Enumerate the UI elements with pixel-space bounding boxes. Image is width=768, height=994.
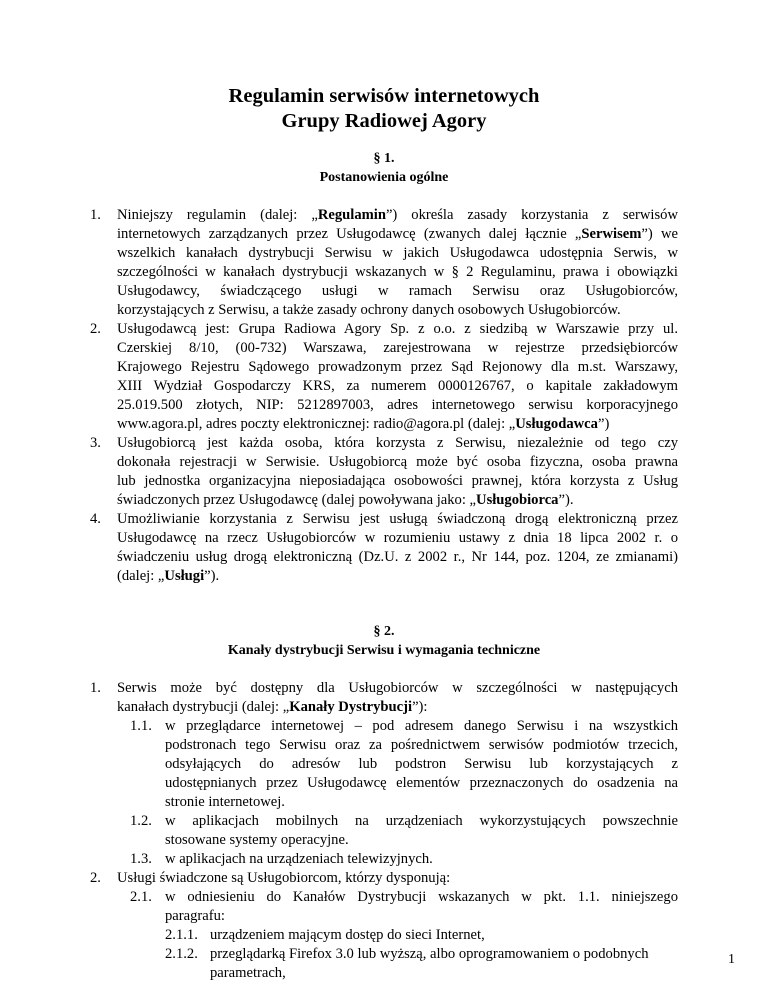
s1-item1-number: 1. [90,207,101,223]
s2-item1-line1: Serwis może być dostępny dla Usługobiorców w szczególności w następujących [117,680,678,696]
page-number: 1 [728,952,735,967]
s2-item1-1-line2: podstronach tego Serwisu oraz za pośrednictwem serwisów podmiotów trzecich, [165,737,678,753]
s1-item1-line4: szczególności w kanałach dystrybucji wskazanych w § 2 Regulaminu, prawa i obowiązki [117,264,678,280]
s2-item2-1-1-number: 2.1.1. [165,927,198,943]
s2-item1-1-line3: odsyłających do adresów lub podstron Serwisu lub korzystających z [165,756,678,772]
s1-item3-line4: świadczonych przez Usługodawcę (dalej powoływana jako: „Usługobiorca”). [117,492,574,508]
s1-item4-number: 4. [90,511,101,527]
s1-item1-line6: korzystających z Serwisu, a także zasady ochrony danych osobowych Usługobiorców. [117,302,621,318]
s1-item3-line2: dokonała rejestracji w Serwisie. Usługobiorcą może być osoba fizyczna, osoba prawna [117,454,678,470]
s2-item1-1-line4: udostępnianych przez Usługodawcę elementów przeznaczonych do osadzenia na [165,775,678,791]
s2-item1-3-line: w aplikacjach na urządzeniach telewizyjnych. [165,851,433,867]
s2-item1-3-number: 1.3. [130,851,152,867]
s1-item3-number: 3. [90,435,101,451]
s1-item1-line3: wszelkich kanałach dystrybucji Serwisu w jakich Usługodawca udostępnia Serwis, w [117,245,678,261]
s2-item2-1-2-line2: parametrach, [210,965,286,981]
section1-number: § 1. [373,151,395,166]
s1-item2-line6: www.agora.pl, adres poczty elektronicznej: radio@agora.pl (dalej: „Usługodawca”) [117,416,610,432]
s2-item1-2-line1: w aplikacjach mobilnych na urządzeniach wykorzystujących powszechnie [165,813,678,829]
s2-item1-2-line2: stosowane systemy operacyjne. [165,832,349,848]
s1-item4-line3: świadczeniu usług drogą elektroniczną (Dz.U. z 2002 r., Nr 144, poz. 1204, ze zmianami) [117,549,678,565]
section1-heading: Postanowienia ogólne [319,170,449,185]
section2-heading: Kanały dystrybucji Serwisu i wymagania techniczne [227,643,541,658]
s2-item1-1-line5: stronie internetowej. [165,794,285,810]
s1-item2-number: 2. [90,321,101,337]
s2-item2-1-number: 2.1. [130,889,152,905]
s1-item1-line2: internetowych zarządzanych przez Usługodawcę (zwanych dalej łącznie „Serwisem”) we [117,226,678,242]
s1-item1-line1: Niniejszy regulamin (dalej: „Regulamin”) określa zasady korzystania z serwisów [117,207,678,223]
s2-item2-line: Usługi świadczone są Usługobiorcom, którzy dysponują: [117,870,451,886]
section2-number: § 2. [373,624,395,639]
s1-item4-line4: (dalej: „Usługi”). [117,568,220,584]
s1-item3-line1: Usługobiorcą jest każda osoba, która korzysta z Serwisu, niezależnie od tego czy [117,435,678,451]
s2-item1-1-number: 1.1. [130,718,152,734]
s1-item2-line3: Krajowego Rejestru Sądowego prowadzonym przez Sąd Rejonowy dla m.st. Warszawy, [117,359,678,375]
document-title-line1: Regulamin serwisów internetowych [228,85,540,107]
s2-item2-1-2-line1: przeglądarką Firefox 3.0 lub wyższą, albo oprogramowaniem o podobnych [210,946,649,962]
s1-item2-line4: XIII Wydział Gospodarczy KRS, za numerem 0000126767, o kapitale zakładowym [117,378,678,394]
s1-item4-line2: Usługodawcę na rzecz Usługobiorców w rozumieniu ustawy z dnia 18 lipca 2002 r. o [117,530,678,546]
s2-item2-1-line2: paragrafu: [165,908,225,924]
document-title-line2: Grupy Radiowej Agory [281,110,487,132]
s2-item2-1-2-number: 2.1.2. [165,946,198,962]
s1-item2-line5: 25.019.500 złotych, NIP: 5212897003, adres internetowego serwisu korporacyjnego [117,397,678,413]
s1-item3-line3: lub jednostka organizacyjna nieposiadająca osobowości prawnej, która korzysta z Usług [117,473,678,489]
s1-item1-line5: Usługodawcy, świadczącego usługi w ramach Serwisu oraz Usługobiorców, [117,283,678,299]
s2-item2-number: 2. [90,870,101,886]
s2-item2-1-line1: w odniesieniu do Kanałów Dystrybucji wskazanych w pkt. 1.1. niniejszego [165,889,678,905]
s2-item1-number: 1. [90,680,101,696]
s1-item2-line2: Czerskiej 8/10, (00-732) Warszawa, zarejestrowana w rejestrze przedsiębiorców [117,340,678,356]
s1-item4-line1: Umożliwianie korzystania z Serwisu jest usługą świadczoną drogą elektroniczną przez [117,511,678,527]
s2-item1-line2: kanałach dystrybucji (dalej: „Kanały Dystrybucji”): [117,699,428,715]
s2-item1-1-line1: w przeglądarce internetowej – pod adresem danego Serwisu i na wszystkich [165,718,678,734]
s1-item2-line1: Usługodawcą jest: Grupa Radiowa Agory Sp. z o.o. z siedzibą w Warszawie przy ul. [117,321,678,337]
s2-item1-2-number: 1.2. [130,813,152,829]
s2-item2-1-1-line: urządzeniem mającym dostęp do sieci Internet, [210,927,485,943]
